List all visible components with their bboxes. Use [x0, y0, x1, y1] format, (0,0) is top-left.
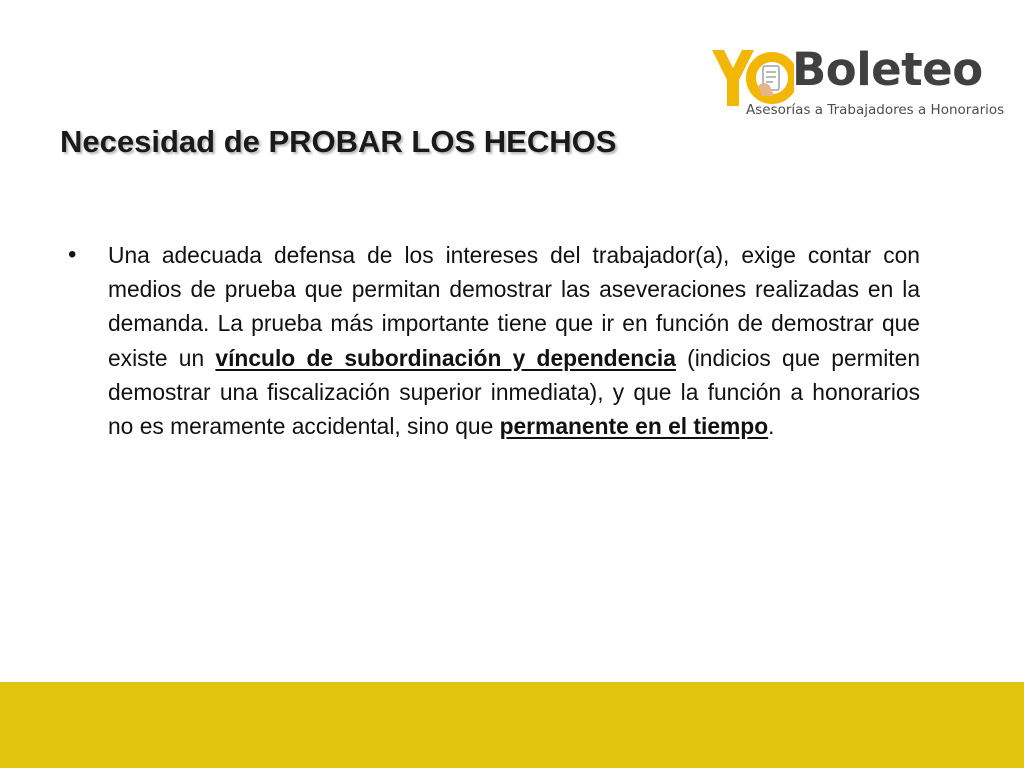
bullet-marker: •	[68, 241, 77, 268]
emphasis-subordination: vínculo de subordinación y dependencia	[215, 344, 676, 371]
yoboleteo-logo	[708, 43, 1005, 120]
footer-band	[0, 682, 1024, 768]
slide-title: Necesidad de PROBAR LOS HECHOS	[60, 124, 617, 159]
paragraph-text-3: .	[768, 413, 775, 440]
paragraph-text-1: Una adecuada defensa de los intereses del trabajador(a), exige contar con medios de prueba que permitan demostrar las aseveraciones realizadas en la demanda. La prueba más importante tiene que ir en función de demostrar que existe un	[108, 242, 920, 371]
slide-body	[60, 238, 920, 443]
brand-name: Boleteo	[792, 43, 983, 96]
brand-tagline: Asesorías a Trabajadores a Honorarios	[746, 102, 1005, 118]
yo-logo-mark	[708, 46, 794, 110]
bullet-paragraph	[108, 238, 920, 443]
paragraph-text-2: (indicios que permiten demostrar una fiscalización superior inmediata), y que la función a honorarios no es meramente accidental, sino que	[108, 344, 921, 440]
emphasis-permanence: permanente en el tiempo	[499, 413, 769, 440]
